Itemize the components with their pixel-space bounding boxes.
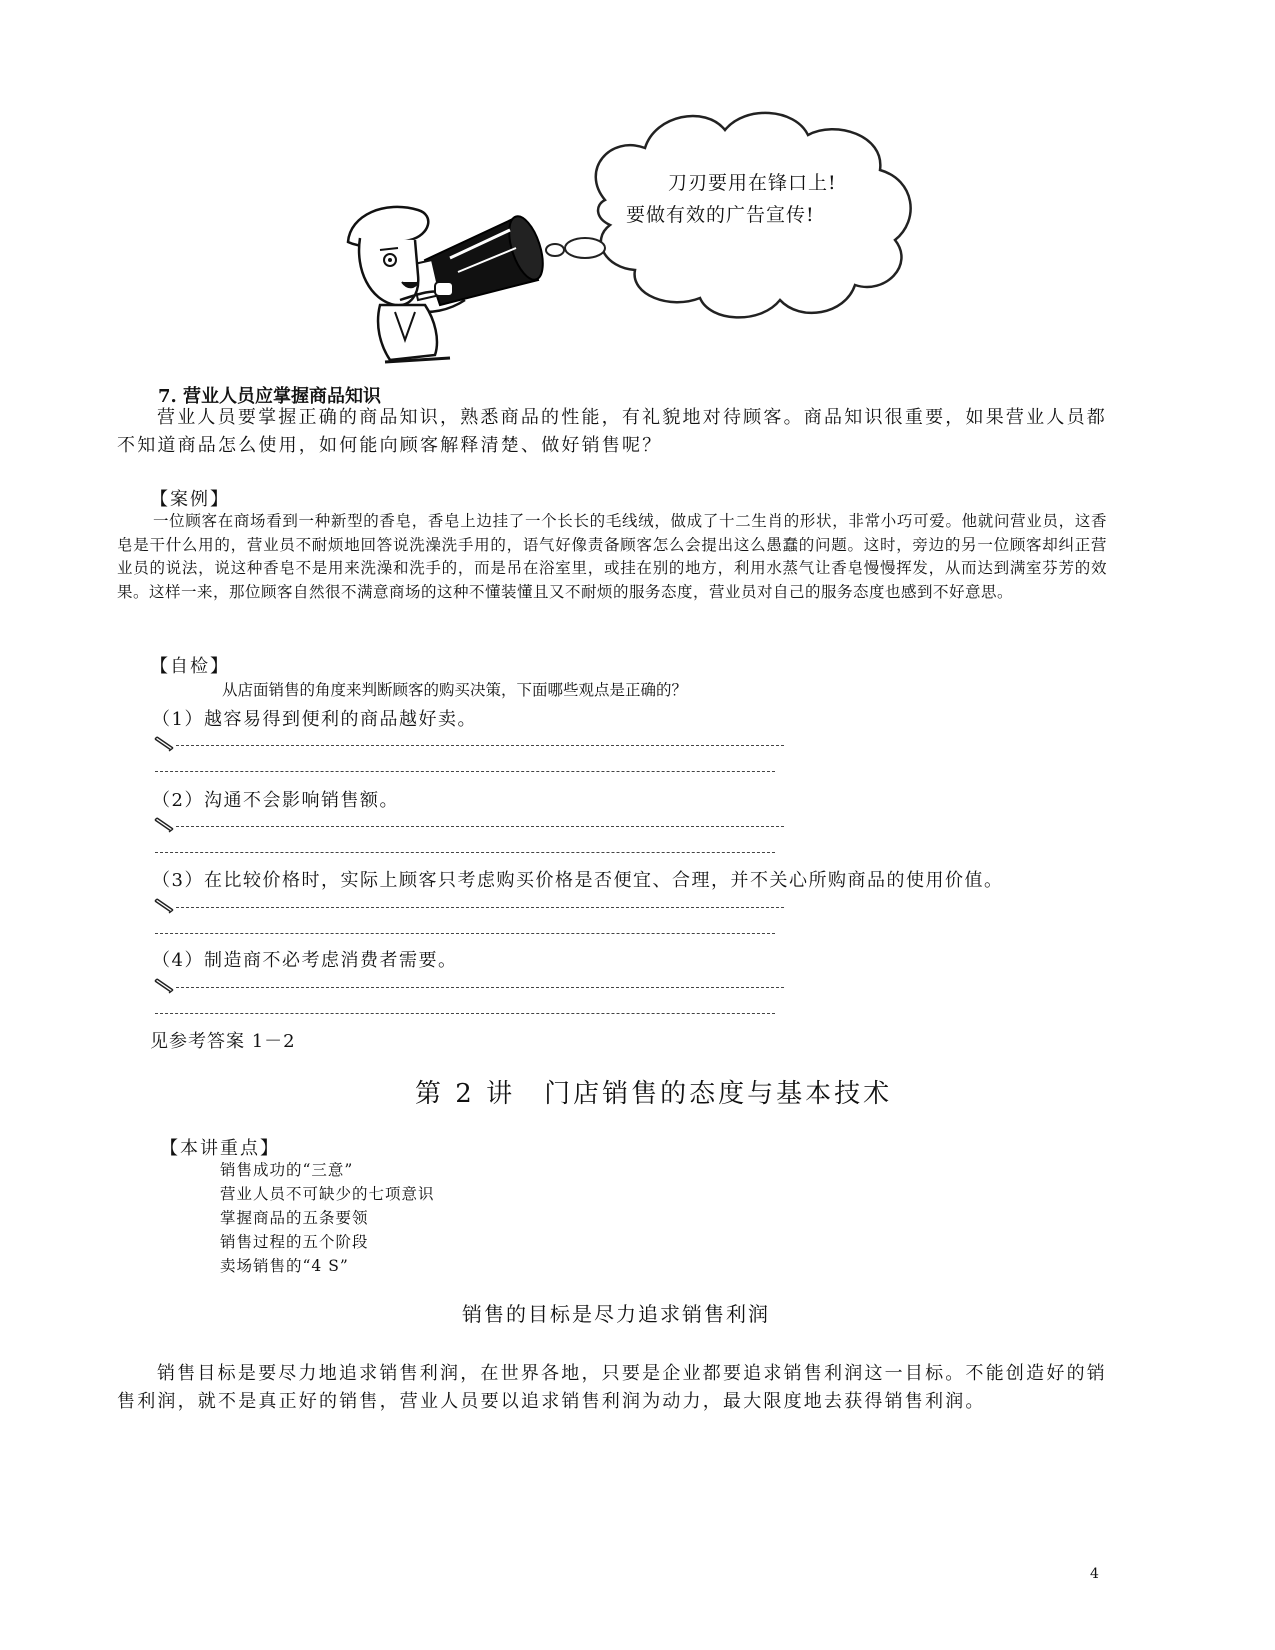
- self-check-heading: 【自检】: [150, 656, 230, 677]
- pen-icon: [154, 978, 174, 994]
- answer-line[interactable]: [155, 1013, 775, 1014]
- answer-line[interactable]: [176, 826, 784, 827]
- key-point-item: 销售过程的五个阶段: [220, 1233, 369, 1251]
- answer-line[interactable]: [176, 745, 784, 746]
- section-heading: 7. 营业人员应掌握商品知识: [158, 386, 382, 407]
- pen-icon: [154, 736, 174, 752]
- lecture-paragraph: 销售目标是要尽力地追求销售利润，在世界各地，只要是企业都要追求销售利润这一目标。不能创造好的销售利润，就不是真正好的销售，营业人员要以追求销售利润为动力，最大限度地去获得销售利润。: [117, 1363, 1107, 1412]
- bubble-line-2: 要做有效的广告宣传!: [626, 204, 815, 226]
- reference-answer: 见参考答案 1－2: [150, 1031, 296, 1052]
- key-points-list: [220, 1158, 435, 1278]
- question-3: （3）在比较价格时，实际上顾客只考虑购买价格是否便宜、合理，并不关心所购商品的使用价值。: [152, 870, 1004, 891]
- question-2: （2）沟通不会影响销售额。: [152, 790, 399, 811]
- answer-line[interactable]: [155, 852, 775, 853]
- bubble-line-1: 刀刃要用在锋口上!: [668, 172, 837, 194]
- key-points-heading: 【本讲重点】: [160, 1138, 280, 1159]
- answer-line[interactable]: [155, 771, 775, 772]
- question-4: （4）制造商不必考虑消费者需要。: [152, 950, 458, 971]
- self-check-intro: 从店面销售的角度来判断顾客的购买决策，下面哪些观点是正确的？: [222, 681, 688, 699]
- key-point-item: 卖场销售的“4 S”: [220, 1257, 349, 1275]
- section-paragraph: 营业人员要掌握正确的商品知识，熟悉商品的性能，有礼貌地对待顾客。商品知识很重要，如果营业人员都不知道商品怎么使用，如何能向顾客解释清楚、做好销售呢？: [117, 407, 1107, 456]
- pen-icon: [154, 817, 174, 833]
- lecture-title: 第 2 讲 门店销售的态度与基本技术: [415, 1079, 893, 1109]
- answer-line[interactable]: [176, 987, 784, 988]
- key-point-item: 掌握商品的五条要领: [220, 1209, 369, 1227]
- megaphone-man-icon: [340, 100, 940, 375]
- question-1: （1）越容易得到便利的商品越好卖。: [152, 709, 477, 730]
- pen-icon: [154, 898, 174, 914]
- answer-line[interactable]: [155, 933, 775, 934]
- section-subtitle: 销售的目标是尽力追求销售利润: [462, 1302, 770, 1326]
- key-point-item: 营业人员不可缺少的七项意识: [220, 1185, 435, 1203]
- case-heading: 【案例】: [150, 489, 230, 510]
- case-text: 一位顾客在商场看到一种新型的香皂，香皂上边挂了一个长长的毛线绒，做成了十二生肖的形状，非常小巧可爱。他就问营业员，这香皂是干什么用的，营业员不耐烦地回答说洗澡洗手用的，语气好像责备顾客怎么会提出这么愚蠢的问题。这时，旁边的另一位顾客却纠正营业员的说法，说这种香皂不是用来洗澡和洗手的，而是吊在浴室里，或挂在别的地方，利用水蒸气让香皂慢慢挥发，从而达到满室芬芳的效果。这样一来，那位顾客自然很不满意商场的这种不懂装懂且又不耐烦的服务态度，营业员对自己的服务态度也感到不好意思。: [117, 512, 1107, 601]
- answer-line[interactable]: [176, 907, 784, 908]
- megaphone-illustration: [340, 100, 940, 375]
- key-point-item: 销售成功的“三意”: [220, 1161, 354, 1179]
- page-number: 4: [1090, 1566, 1099, 1582]
